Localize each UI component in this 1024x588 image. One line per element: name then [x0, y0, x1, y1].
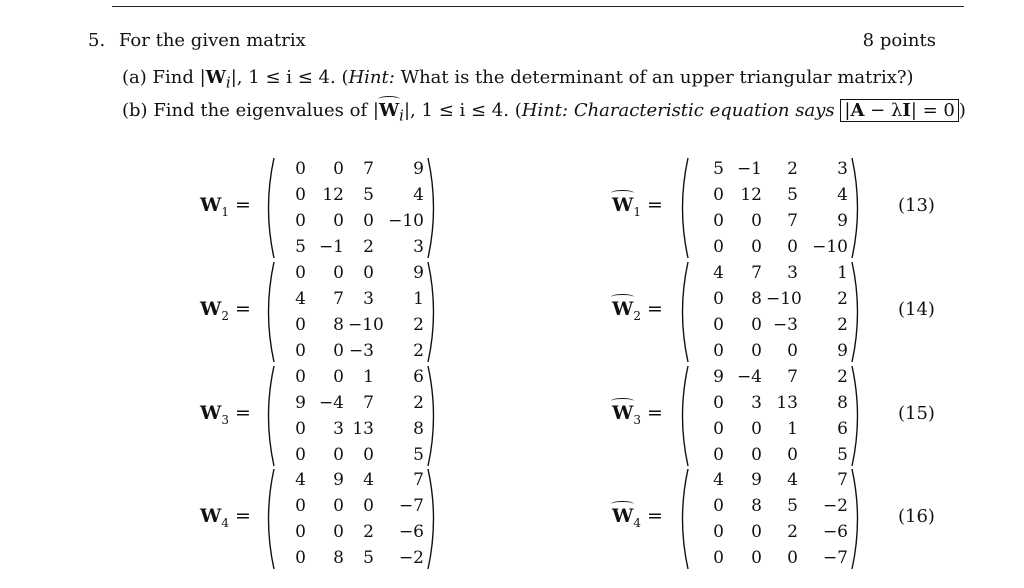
matrix-entry: 5: [787, 185, 798, 205]
matrix-symbol: W: [612, 505, 634, 527]
part-b-symbol: W: [378, 100, 400, 121]
matrix: [676, 364, 866, 468]
matrix-entry: 1: [787, 419, 798, 439]
matrix-entry: 0: [333, 211, 344, 231]
matrix-entry: 2: [837, 315, 848, 335]
equals-sign: =: [234, 194, 251, 216]
part-b: [122, 100, 966, 125]
equals-sign: =: [234, 402, 251, 424]
matrix-subscript: 3: [221, 412, 229, 427]
left-parenthesis: [676, 364, 690, 468]
matrix-subscript: 3: [633, 412, 641, 427]
equals-sign: =: [646, 298, 663, 320]
matrix: [262, 364, 442, 468]
matrix: [676, 156, 866, 260]
box-close: | = 0: [910, 100, 955, 121]
matrix-entry: −2: [398, 548, 424, 568]
matrix-entry: 0: [787, 548, 798, 568]
matrix-entries: [694, 364, 848, 468]
left-parenthesis: [262, 467, 276, 571]
matrix-entry: 2: [787, 159, 798, 179]
right-parenthesis: [426, 364, 440, 468]
matrix-entry: 8: [751, 289, 762, 309]
matrix-entry: 2: [837, 289, 848, 309]
part-a-hint-word: Hint:: [348, 67, 395, 88]
right-parenthesis: [850, 467, 864, 571]
matrix-entry: 0: [751, 315, 762, 335]
matrix-entry: 0: [295, 419, 306, 439]
matrix-entry: −1: [736, 159, 762, 179]
matrix-entry: 0: [713, 445, 724, 465]
matrix-symbol: W: [200, 505, 222, 527]
matrix-entries: [280, 364, 424, 468]
matrix-entry: 0: [713, 522, 724, 542]
matrix-entry: 0: [751, 341, 762, 361]
matrix-entry: 2: [413, 393, 424, 413]
box-A: A: [850, 100, 865, 121]
part-a-label: (a): [122, 67, 147, 88]
matrix: [262, 156, 442, 260]
matrix-entry: 0: [363, 445, 374, 465]
equation-number: (13): [898, 195, 935, 216]
matrix-subscript: 1: [221, 204, 229, 219]
matrix-entry: 7: [837, 470, 848, 490]
matrix-entry: 0: [713, 237, 724, 257]
matrix-entry: 2: [787, 522, 798, 542]
matrix-entry: 0: [363, 263, 374, 283]
equals-sign: =: [646, 505, 663, 527]
equation-number: (16): [898, 506, 935, 527]
matrix-entry: 0: [333, 341, 344, 361]
matrix-entry: 0: [363, 211, 374, 231]
right-parenthesis: [426, 156, 440, 260]
points-label: 8 points: [862, 30, 936, 51]
equals-sign: =: [234, 298, 251, 320]
matrix-label: [612, 402, 663, 427]
matrix-symbol: W: [612, 402, 634, 424]
left-parenthesis: [676, 467, 690, 571]
matrix-entry: 3: [787, 263, 798, 283]
matrix-entry: 0: [295, 341, 306, 361]
matrix-entry: 0: [333, 445, 344, 465]
matrix-entry: 4: [787, 470, 798, 490]
matrix-entry: −7: [398, 496, 424, 516]
matrix-entry: 0: [295, 496, 306, 516]
matrix-entry: 2: [413, 341, 424, 361]
part-a-hint-open: (: [341, 67, 349, 88]
matrix-entry: 0: [751, 548, 762, 568]
matrix-entry: 9: [413, 159, 424, 179]
matrix: [262, 260, 442, 364]
matrix-entry: 0: [751, 237, 762, 257]
part-a-find: Find: [152, 67, 194, 88]
matrix-entry: 0: [333, 367, 344, 387]
matrix-entry: −2: [822, 496, 848, 516]
matrix-entry: 8: [413, 419, 424, 439]
characteristic-equation-box: [840, 99, 959, 122]
matrix-label: [200, 402, 251, 427]
matrix-entry: −10: [348, 315, 384, 335]
left-parenthesis: [676, 260, 690, 364]
part-b-hint-open: (: [514, 100, 522, 121]
matrix-entry: −6: [398, 522, 424, 542]
part-b-label: (b): [122, 100, 148, 121]
part-a-range: 1 ≤ i ≤ 4.: [248, 67, 336, 88]
matrix-entry: 0: [713, 548, 724, 568]
problem-prompt: For the given matrix: [118, 30, 306, 51]
matrix-entries: [694, 467, 848, 571]
matrix-entry: 5: [787, 496, 798, 516]
matrix-entry: 9: [333, 470, 344, 490]
matrix-entry: 4: [295, 470, 306, 490]
matrix-entry: 0: [713, 185, 724, 205]
matrix-entry: 4: [837, 185, 848, 205]
matrix-entries: [280, 260, 424, 364]
matrix-subscript: 4: [633, 515, 641, 530]
matrix-entry: 0: [295, 445, 306, 465]
matrix-label: [612, 505, 663, 530]
matrix-entry: 3: [751, 393, 762, 413]
matrix-entry: −6: [822, 522, 848, 542]
box-I: I: [902, 100, 911, 121]
matrix-entry: 5: [413, 445, 424, 465]
matrix-entry: 5: [837, 445, 848, 465]
matrix-label: [612, 194, 663, 219]
equals-sign: =: [646, 194, 663, 216]
matrix-entry: 5: [363, 185, 374, 205]
matrix-entry: 3: [333, 419, 344, 439]
matrix-entry: 13: [352, 419, 374, 439]
matrix-entry: 0: [751, 211, 762, 231]
matrix-entry: 0: [787, 237, 798, 257]
left-parenthesis: [676, 156, 690, 260]
matrix-entry: 6: [837, 419, 848, 439]
matrix-entry: −10: [766, 289, 802, 309]
matrix-entry: 4: [713, 263, 724, 283]
matrix-symbol: W: [200, 402, 222, 424]
matrix-entry: 6: [413, 367, 424, 387]
right-parenthesis: [426, 467, 440, 571]
matrix-entry: 0: [713, 341, 724, 361]
matrix-entry: 0: [751, 522, 762, 542]
left-parenthesis: [262, 364, 276, 468]
matrix-entry: 8: [333, 548, 344, 568]
matrix-entry: 3: [363, 289, 374, 309]
matrix-entry: 8: [333, 315, 344, 335]
matrix-entry: 7: [333, 289, 344, 309]
part-b-hint-text: Characteristic equation says: [573, 100, 835, 121]
matrix-entry: 0: [295, 211, 306, 231]
box-open: |: [844, 100, 851, 121]
matrix-entry: 9: [837, 341, 848, 361]
matrix-label: [200, 298, 251, 323]
matrix-entry: 0: [713, 496, 724, 516]
matrix-entry: −1: [318, 237, 344, 257]
matrix: [262, 467, 442, 571]
part-a-det-close: |,: [230, 67, 243, 88]
matrix-entry: −10: [812, 237, 848, 257]
matrix-entry: 8: [751, 496, 762, 516]
matrix-entry: 0: [713, 315, 724, 335]
matrix-entry: 12: [322, 185, 344, 205]
matrix-entry: 12: [740, 185, 762, 205]
equals-sign: =: [646, 402, 663, 424]
matrix-entry: 9: [413, 263, 424, 283]
matrix-entry: 5: [363, 548, 374, 568]
matrix-entry: −4: [736, 367, 762, 387]
part-b-range: 1 ≤ i ≤ 4.: [421, 100, 509, 121]
matrix-entry: 0: [333, 522, 344, 542]
matrix-entry: 9: [713, 367, 724, 387]
matrix-entry: 7: [413, 470, 424, 490]
matrix-subscript: 4: [221, 515, 229, 530]
matrix-entry: 7: [363, 393, 374, 413]
part-a-hint-text: What is the determinant of an upper triangular matrix?): [400, 67, 914, 88]
matrix-entry: 7: [787, 211, 798, 231]
matrix-entry: −3: [772, 315, 798, 335]
matrix-symbol: W: [612, 298, 634, 320]
right-parenthesis: [426, 260, 440, 364]
right-parenthesis: [850, 156, 864, 260]
matrix-label: [200, 194, 251, 219]
matrix-entry: 0: [333, 496, 344, 516]
matrix-entry: 2: [363, 522, 374, 542]
matrix-entry: 1: [363, 367, 374, 387]
matrix-entry: 3: [837, 159, 848, 179]
left-parenthesis: [262, 260, 276, 364]
part-b-det-open: |: [372, 100, 379, 121]
part-b-hint-word: Hint:: [521, 100, 569, 121]
matrix-entry: 5: [713, 159, 724, 179]
matrix-entry: 5: [295, 237, 306, 257]
part-a-index: i: [225, 73, 231, 92]
matrix-entry: 7: [363, 159, 374, 179]
matrix-entry: 4: [713, 470, 724, 490]
matrix-entry: 2: [837, 367, 848, 387]
problem-number: 5.: [88, 30, 106, 51]
box-lambda: λ: [890, 100, 903, 121]
matrix-entry: 7: [787, 367, 798, 387]
matrix-entry: 9: [837, 211, 848, 231]
matrix-entry: 3: [413, 237, 424, 257]
matrix-entry: 1: [413, 289, 424, 309]
matrix-entry: 7: [751, 263, 762, 283]
part-b-det-close: |,: [403, 100, 416, 121]
matrix-subscript: 2: [633, 308, 641, 323]
matrix-entry: 1: [837, 263, 848, 283]
matrix-entry: 0: [295, 522, 306, 542]
part-b-close-paren: ): [958, 100, 966, 121]
matrix-entry: 2: [363, 237, 374, 257]
matrix-label: [200, 505, 251, 530]
box-minus: −: [870, 100, 886, 121]
matrix-entry: 0: [295, 159, 306, 179]
matrix-entry: 0: [787, 341, 798, 361]
matrix-entry: 0: [713, 393, 724, 413]
right-parenthesis: [850, 364, 864, 468]
matrix-entry: 0: [751, 419, 762, 439]
matrix-entry: 0: [295, 548, 306, 568]
equation-number: (14): [898, 299, 935, 320]
matrix-label: [612, 298, 663, 323]
matrix-entry: 0: [295, 185, 306, 205]
matrix-entries: [280, 467, 424, 571]
matrix-entries: [694, 156, 848, 260]
matrix-entry: 4: [295, 289, 306, 309]
problem-header: [88, 30, 306, 51]
matrix-entry: 4: [363, 470, 374, 490]
part-b-find: Find the eigenvalues of: [153, 100, 368, 121]
matrix-entry: 0: [333, 159, 344, 179]
matrix-entry: 0: [751, 445, 762, 465]
matrix-entry: 4: [413, 185, 424, 205]
part-a: [122, 67, 914, 92]
matrix-entry: 2: [413, 315, 424, 335]
matrix-symbol: W: [200, 194, 222, 216]
right-parenthesis: [850, 260, 864, 364]
matrix-entry: 0: [713, 289, 724, 309]
matrix-entries: [280, 156, 424, 260]
left-parenthesis: [262, 156, 276, 260]
matrix-entry: 9: [295, 393, 306, 413]
matrix-entry: 8: [837, 393, 848, 413]
part-a-symbol: W: [205, 67, 226, 88]
matrix-symbol: W: [200, 298, 222, 320]
matrix-entry: 0: [295, 263, 306, 283]
matrix-entry: 0: [713, 211, 724, 231]
equals-sign: =: [234, 505, 251, 527]
matrix-subscript: 1: [633, 204, 641, 219]
matrix-entry: 0: [295, 315, 306, 335]
top-rule: [112, 6, 964, 7]
matrix: [676, 467, 866, 571]
matrix-subscript: 2: [221, 308, 229, 323]
matrix-entry: 0: [713, 419, 724, 439]
matrix-entry: 9: [751, 470, 762, 490]
part-a-det-open: |: [199, 67, 206, 88]
matrix-entries: [694, 260, 848, 364]
matrix: [676, 260, 866, 364]
matrix-entry: −4: [318, 393, 344, 413]
matrix-entry: 0: [787, 445, 798, 465]
matrix-entry: 13: [776, 393, 798, 413]
equation-number: (15): [898, 403, 935, 424]
matrix-entry: 0: [333, 263, 344, 283]
matrix-entry: −7: [822, 548, 848, 568]
matrix-entry: −3: [348, 341, 374, 361]
matrix-symbol: W: [612, 194, 634, 216]
part-b-index: i: [399, 106, 404, 125]
matrix-entry: −10: [388, 211, 424, 231]
matrix-entry: 0: [363, 496, 374, 516]
matrix-entry: 0: [295, 367, 306, 387]
